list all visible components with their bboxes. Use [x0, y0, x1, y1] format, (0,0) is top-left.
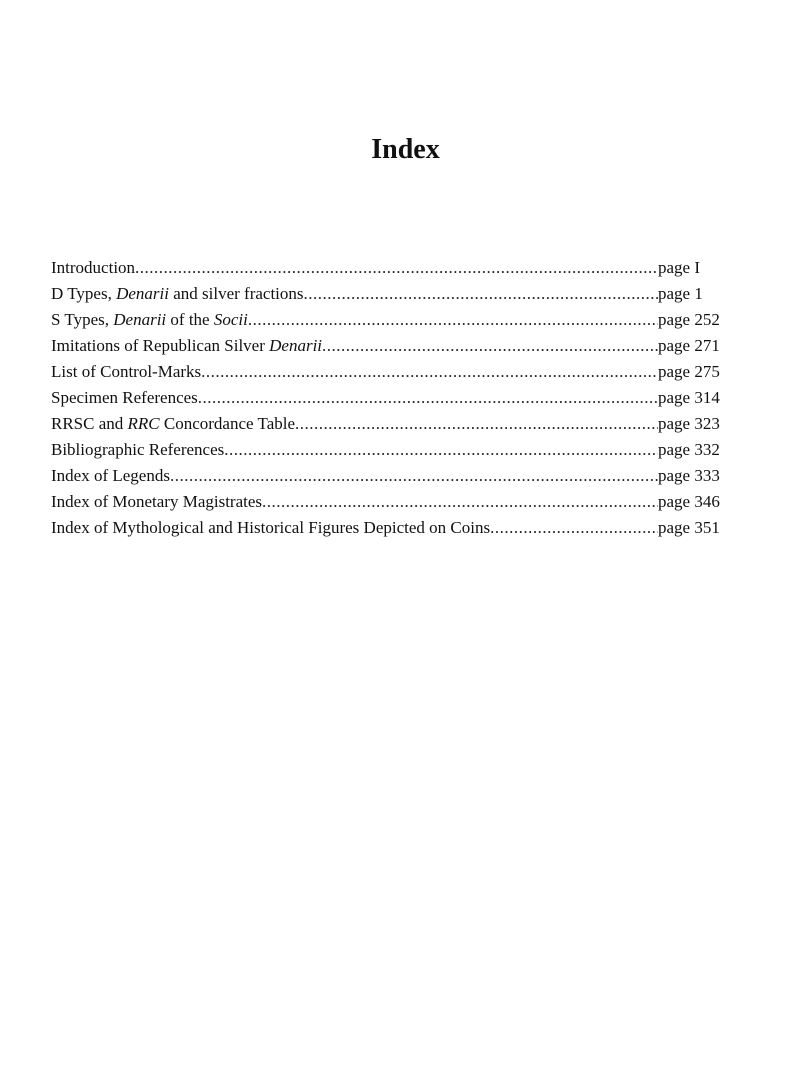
toc-entry-label-segment: Index of Legends: [51, 466, 170, 485]
toc-entry-label: [51, 437, 224, 463]
toc-entry-label-italic-segment: Denarii: [113, 310, 167, 329]
toc-leader-dots: [262, 489, 658, 515]
toc-leader-dots: [224, 437, 658, 463]
page-title: Index: [371, 134, 440, 165]
toc-entry-page: page 252: [658, 310, 720, 329]
toc-entry-label-segment: RRSC and: [51, 414, 128, 433]
toc-entry-label-segment: S Types,: [51, 310, 114, 329]
toc-entry-label-segment: Specimen References: [51, 388, 198, 407]
toc-entry-page: page 314: [658, 388, 720, 407]
toc-entry-label: [51, 333, 322, 359]
toc-leader-dots: [248, 307, 658, 333]
toc-entry-label-segment: and silver fractions: [168, 284, 304, 303]
toc-entry-page: page 351: [658, 518, 720, 537]
toc-leader-dots: [170, 463, 658, 489]
toc-entry-label-segment: Index of Mythological and Historical Figures Depicted on Coins: [51, 518, 491, 537]
toc-entry: [51, 437, 724, 463]
toc-leader-dots: [198, 385, 658, 411]
toc-entry-label-italic-segment: Denarii: [116, 284, 169, 303]
toc-leader-dots: [322, 333, 658, 359]
toc-entry-label: [51, 281, 304, 307]
toc-entry-page: page 332: [658, 440, 720, 459]
toc-entry-label: [51, 255, 135, 281]
toc-entry-label-italic-segment: Denarii: [269, 336, 323, 355]
toc-entry-label-segment: List of Control-Marks: [51, 362, 202, 381]
toc-entry-label-segment: Imitations of Republican Silver: [51, 336, 270, 355]
toc-entry: [51, 255, 724, 281]
toc-entry-label: [51, 411, 295, 437]
toc-entry-page: page 346: [658, 492, 720, 511]
toc-leader-dots: [490, 515, 658, 541]
toc-entry: [51, 281, 724, 307]
toc-entry-label-segment: D Types,: [51, 284, 117, 303]
toc-entry-page: page 271: [658, 336, 720, 355]
toc-leader-dots: [135, 255, 658, 281]
toc-entry-label-segment: Bibliographic References: [51, 440, 225, 459]
toc-entry-page: page 333: [658, 466, 720, 485]
toc-entry-page: page I: [658, 258, 701, 277]
toc-entry-label: [51, 489, 262, 515]
toc-entry: [51, 333, 724, 359]
toc-entry-label-segment: of the: [166, 310, 214, 329]
toc-entry: [51, 515, 724, 541]
toc-entry: [51, 307, 724, 333]
toc-entry-label: [51, 385, 198, 411]
toc-leader-dots: [304, 281, 658, 307]
toc-entry-label: [51, 307, 248, 333]
toc-entry: [51, 463, 724, 489]
toc-entry-page: page 1: [658, 284, 703, 303]
table-of-contents: [51, 255, 724, 541]
toc-leader-dots: [201, 359, 658, 385]
toc-entry-label-segment: Introduction: [51, 258, 136, 277]
toc-entry-label: [51, 463, 170, 489]
toc-entry-label-segment: Concordance Table: [159, 414, 296, 433]
toc-entry: [51, 359, 724, 385]
toc-entry-label-italic-segment: RRC: [127, 414, 160, 433]
toc-entry-page: page 275: [658, 362, 720, 381]
toc-leader-dots: [295, 411, 658, 437]
toc-entry-label-italic-segment: Socii: [213, 310, 248, 329]
toc-entry-label: [51, 515, 490, 541]
toc-entry: [51, 385, 724, 411]
toc-entry-page: page 323: [658, 414, 720, 433]
toc-entry: [51, 489, 724, 515]
toc-entry-label-segment: Index of Monetary Magistrates: [51, 492, 263, 511]
toc-entry: [51, 411, 724, 437]
toc-entry-label: [51, 359, 201, 385]
